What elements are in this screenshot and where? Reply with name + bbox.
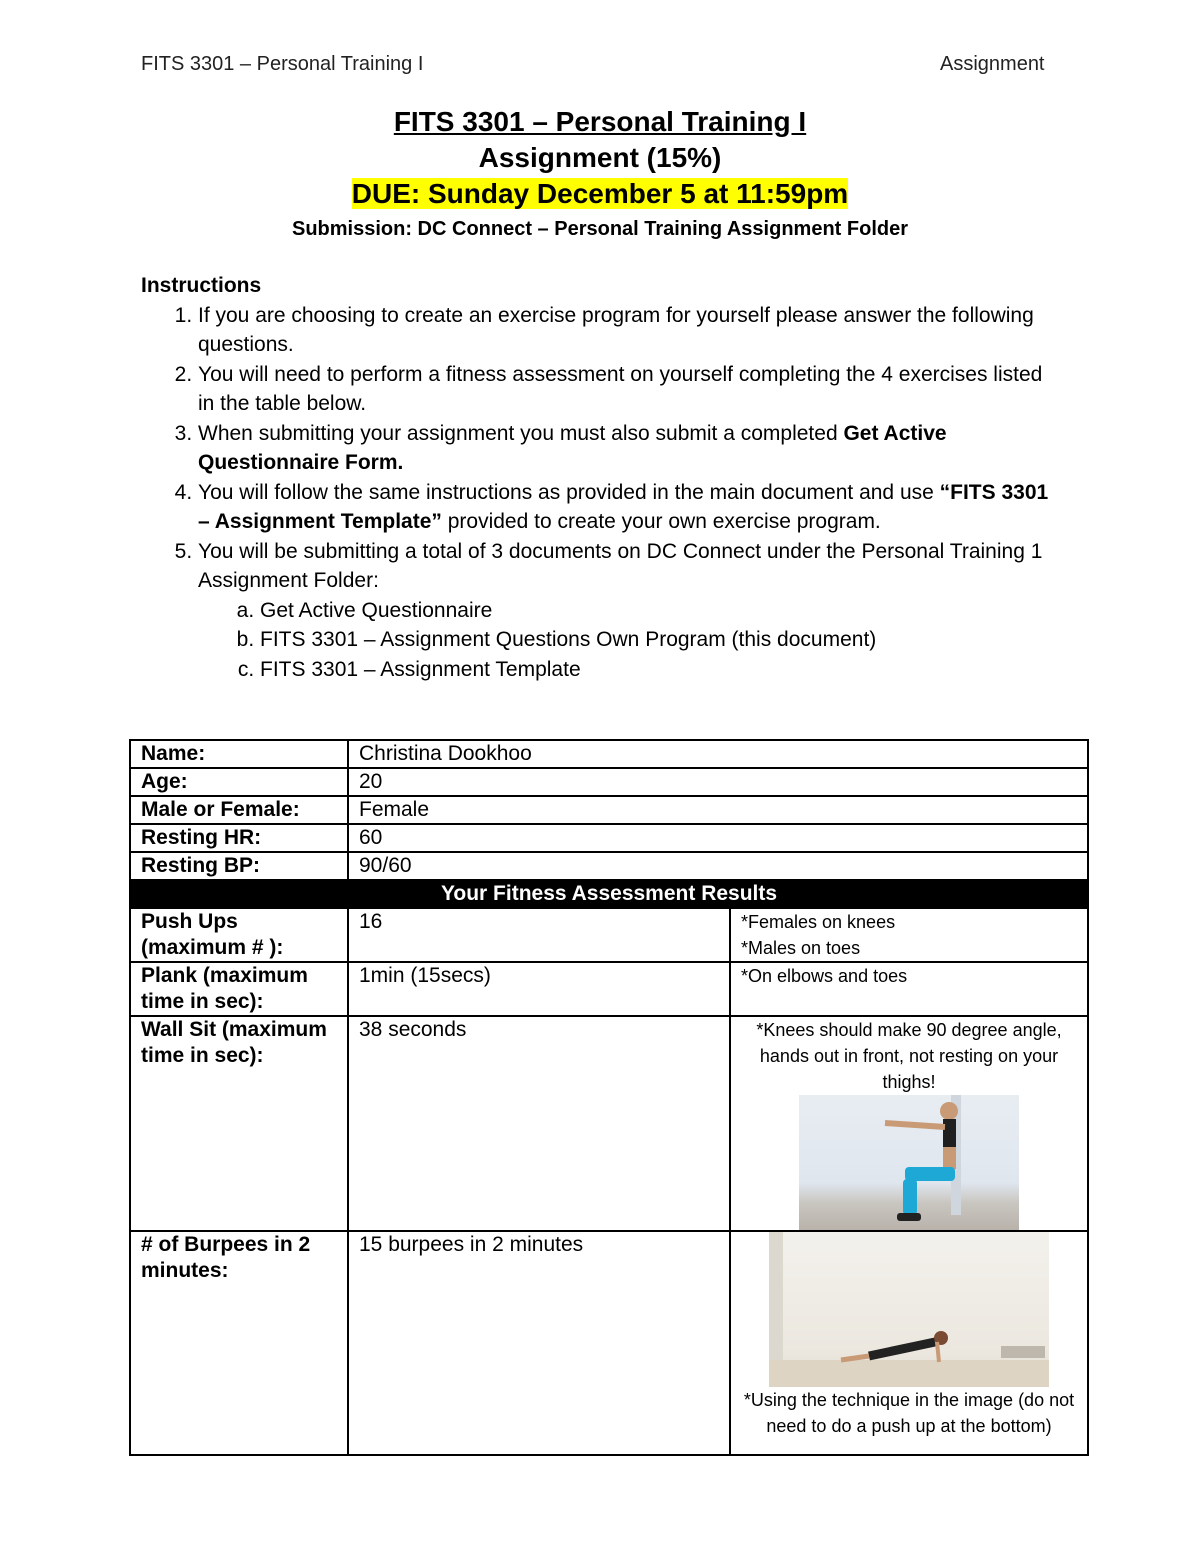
instruction-text: You will follow the same instructions as provided in the main document and use — [198, 480, 940, 504]
instruction-item — [198, 360, 1061, 419]
documents-list — [141, 596, 1061, 685]
table-row — [130, 962, 1088, 1016]
pushups-note-line: *Males on toes — [741, 938, 861, 958]
wallsit-note: *Knees should make 90 degree angle, hands out in front, not resting on your thighs! — [756, 1020, 1062, 1092]
doc-subtitle: Assignment (15%) — [478, 142, 722, 173]
instruction-bold: “FITS 3301 – Assignment Template” — [198, 480, 1049, 533]
instruction-bold: Get Active Questionnaire Form. — [198, 421, 947, 474]
table-row — [130, 740, 1088, 768]
sex-label: Male or Female: — [130, 796, 348, 824]
wallsit-label: Wall Sit (maximum time in sec): — [130, 1016, 348, 1231]
table-row — [130, 880, 1088, 908]
results-banner: Your Fitness Assessment Results — [130, 880, 1088, 908]
due-date — [0, 176, 1200, 212]
instruction-item — [198, 478, 1061, 537]
instruction-item — [198, 419, 1061, 478]
table-row — [130, 1016, 1088, 1231]
table-row — [130, 852, 1088, 880]
instruction-text: When submitting your assignment you must also submit a completed — [198, 421, 844, 445]
table-row — [130, 824, 1088, 852]
document-item: c. FITS 3301 – Assignment Template — [260, 655, 1061, 685]
sex-value: Female — [348, 796, 1088, 824]
title-block — [0, 104, 1200, 244]
burpee-illustration — [769, 1232, 1049, 1387]
instructions-section — [141, 271, 1061, 684]
name-value: Christina Dookhoo — [348, 740, 1088, 768]
document-item: b. FITS 3301 – Assignment Questions Own Program (this document) — [260, 625, 1061, 655]
burpees-note-cell — [730, 1231, 1088, 1455]
pushups-note — [730, 908, 1088, 962]
instruction-text: provided to create your own exercise program. — [441, 510, 881, 533]
wallsit-note-cell — [730, 1016, 1088, 1231]
table-row — [130, 796, 1088, 824]
header-course-title: FITS 3301 – Personal Training I — [141, 53, 424, 75]
instruction-text: You will need to perform a fitness assessment on yourself completing the 4 exercises listed in the table below. — [198, 362, 1043, 415]
burpee-photo — [769, 1232, 1049, 1387]
plank-value: 1min (15secs) — [348, 962, 730, 1016]
burpees-note: *Using the technique in the image (do not need to do a push up at the bottom) — [743, 1390, 1075, 1436]
resting-hr-value: 60 — [348, 824, 1088, 852]
age-label: Age: — [130, 768, 348, 796]
submission-line: Submission: DC Connect – Personal Training Assignment Folder — [291, 218, 908, 240]
header-doc-type: Assignment — [940, 53, 1045, 75]
results-table — [129, 739, 1089, 1456]
instruction-text: If you are choosing to create an exercise program for yourself please answer the following questions. — [198, 303, 1034, 356]
wall-sit-photo — [799, 1095, 1019, 1230]
plank-note: *On elbows and toes — [730, 962, 1088, 1016]
age-value: 20 — [348, 768, 1088, 796]
table-row — [130, 908, 1088, 962]
doc-title: FITS 3301 – Personal Training I — [393, 106, 807, 137]
table-row — [130, 768, 1088, 796]
due-date-text: DUE: Sunday December 5 at 11:59pm — [351, 178, 849, 209]
instructions-heading: Instructions — [141, 274, 262, 297]
plank-label: Plank (maximum time in sec): — [130, 962, 348, 1016]
pushups-note-line: *Females on knees — [741, 912, 896, 932]
instruction-text: You will be submitting a total of 3 documents on DC Connect under the Personal Training 1 Assignment Folder: — [198, 539, 1043, 592]
instruction-item — [198, 301, 1061, 360]
wallsit-value: 38 seconds — [348, 1016, 730, 1231]
document-item: a. Get Active Questionnaire — [260, 596, 1061, 626]
pushups-value: 16 — [348, 908, 730, 962]
burpees-value: 15 burpees in 2 minutes — [348, 1231, 730, 1455]
name-label: Name: — [130, 740, 348, 768]
resting-bp-value: 90/60 — [348, 852, 1088, 880]
wall-sit-illustration — [799, 1095, 1019, 1230]
pushups-label: Push Ups (maximum # ): — [130, 908, 348, 962]
burpees-label: # of Burpees in 2 minutes: — [130, 1231, 348, 1455]
resting-bp-label: Resting BP: — [130, 852, 348, 880]
resting-hr-label: Resting HR: — [130, 824, 348, 852]
instructions-list — [141, 301, 1061, 596]
table-row — [130, 1231, 1088, 1455]
instruction-item — [198, 537, 1061, 596]
